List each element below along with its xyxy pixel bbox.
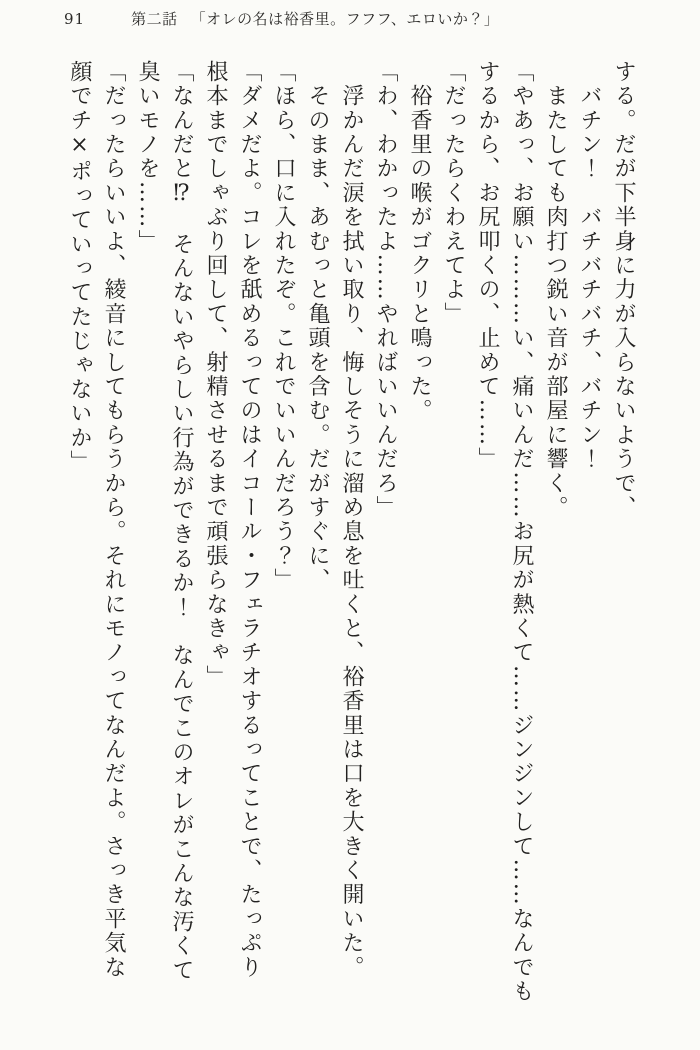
text-line: そのまま、あむっと亀頭を含む。だがすぐに、 (305, 60, 330, 593)
text-line: 「ダメだよ。コレを舐めるってのはイコール・フェラチオするってことで、たっぷり (237, 60, 262, 980)
text-line: 顔でチ×ポっていってたじゃないか」 (67, 60, 92, 475)
chapter-title: 「オレの名は裕香里。フフフ、エロいか？」 (190, 10, 500, 28)
text-line: する。だが下半身に力が入らないようで、 (611, 60, 636, 520)
text-line: 根本までしゃぶり回して、射精させるまで頑張らなきゃ」 (203, 60, 228, 690)
text-line: 「なんだと⁉ そんないやらしい行為ができるか！ なんでこのオレがこんな汚くて (169, 60, 194, 983)
text-line: バチン！ バチバチバチ、バチン！ (577, 60, 602, 472)
page-number: 91 (64, 10, 86, 28)
chapter-label: 第二話 (131, 10, 178, 28)
text-line: 裕香里の喉がゴクリと鳴った。 (407, 60, 432, 423)
text-line: するから、お尻叩くの、止めて……」 (475, 60, 500, 472)
text-line: 「だったらくわえてよ」 (441, 60, 466, 327)
text-line: 「だったらいいよ、綾音にしてもらうから。それにモノってなんだよ。さっき平気な (101, 60, 126, 980)
running-head (64, 8, 499, 29)
vertical-text-block (58, 60, 640, 1020)
text-line: 浮かんだ涙を拭い取り、悔しそうに溜め息を吐くと、裕香里は口を大きく開いた。 (339, 60, 364, 980)
text-line: 「やあっ、お願い………い、痛いんだ……お尻が熱くて……ジンジンして……なんでも (509, 60, 534, 1004)
text-line: 「わ、わかったよ……やればいいんだろ」 (373, 60, 398, 520)
text-line: 臭いモノを……」 (135, 60, 160, 254)
text-line: またしても肉打つ鋭い音が部屋に響く。 (543, 60, 568, 520)
text-line: 「ほら、口に入れたぞ。これでいいんだろう？」 (271, 60, 296, 593)
